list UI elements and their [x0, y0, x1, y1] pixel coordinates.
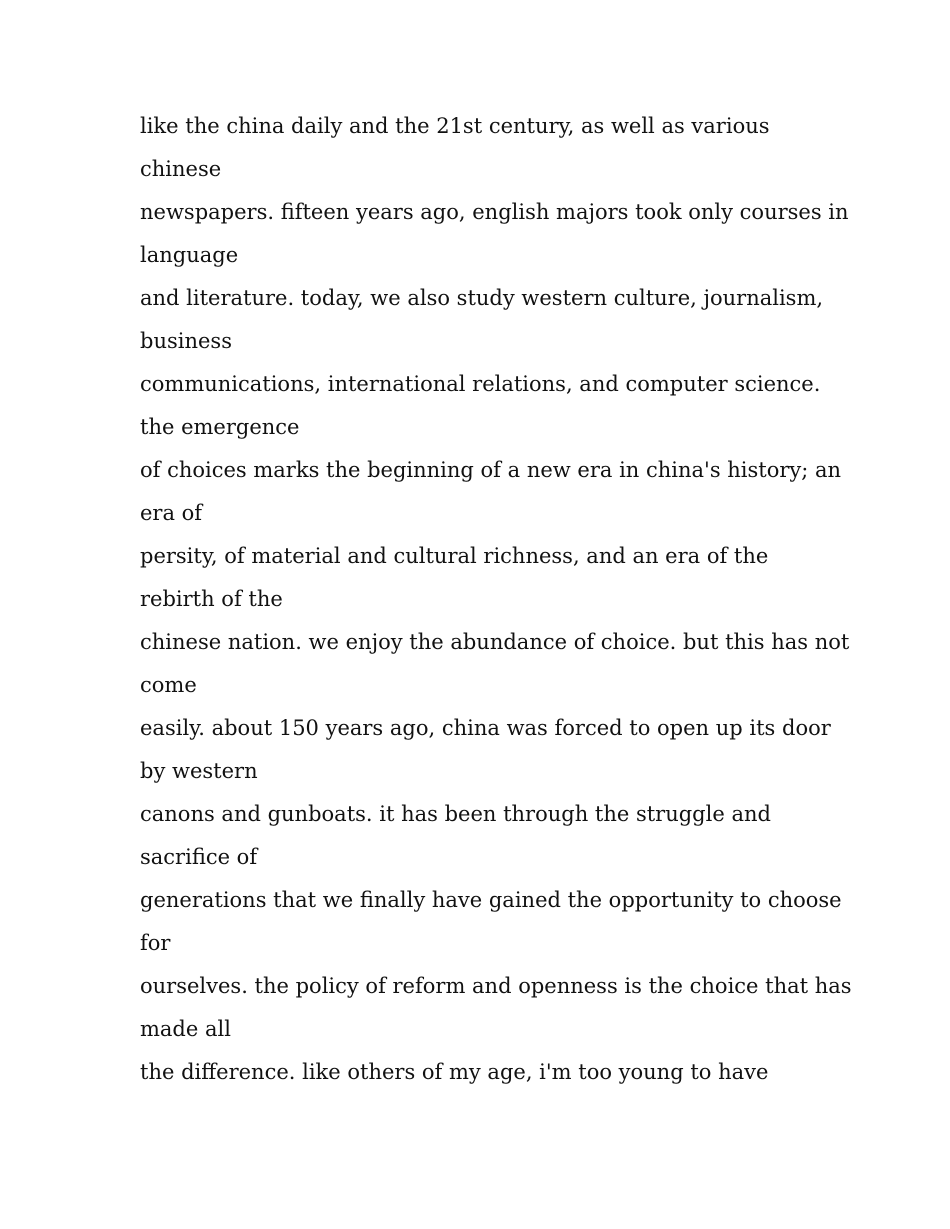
text-line: generations that we finally have gained the opportunity to choose — [140, 888, 842, 912]
text-line: newspapers. fifteen years ago, english majors took only courses in — [140, 200, 849, 224]
text-line: by western — [140, 759, 258, 783]
text-line: made all — [140, 1017, 231, 1041]
text-line: era of — [140, 501, 203, 525]
text-line: of choices marks the beginning of a new era in china's history; an — [140, 458, 842, 482]
text-line: and literature. today, we also study western culture, journalism, — [140, 286, 824, 310]
text-line: language — [140, 243, 239, 267]
text-line: come — [140, 673, 197, 697]
text-line: easily. about 150 years ago, china was forced to open up its door — [140, 716, 831, 740]
text-line: the emergence — [140, 415, 300, 439]
text-line: ourselves. the policy of reform and openness is the choice that has — [140, 974, 852, 998]
text-line: the difference. like others of my age, i'm too young to have — [140, 1060, 769, 1084]
text-line: persity, of material and cultural richness, and an era of the — [140, 544, 769, 568]
text-line: like the china daily and the 21st century, as well as various — [140, 114, 770, 138]
document-body — [140, 105, 852, 1094]
text-line: communications, international relations, and computer science. — [140, 372, 821, 396]
text-line: sacrifice of — [140, 845, 258, 869]
text-line: canons and gunboats. it has been through the struggle and — [140, 802, 771, 826]
text-line: for — [140, 931, 171, 955]
text-line: chinese nation. we enjoy the abundance of choice. but this has not — [140, 630, 850, 654]
text-line: business — [140, 329, 232, 353]
text-line: chinese — [140, 157, 222, 181]
text-line: rebirth of the — [140, 587, 283, 611]
